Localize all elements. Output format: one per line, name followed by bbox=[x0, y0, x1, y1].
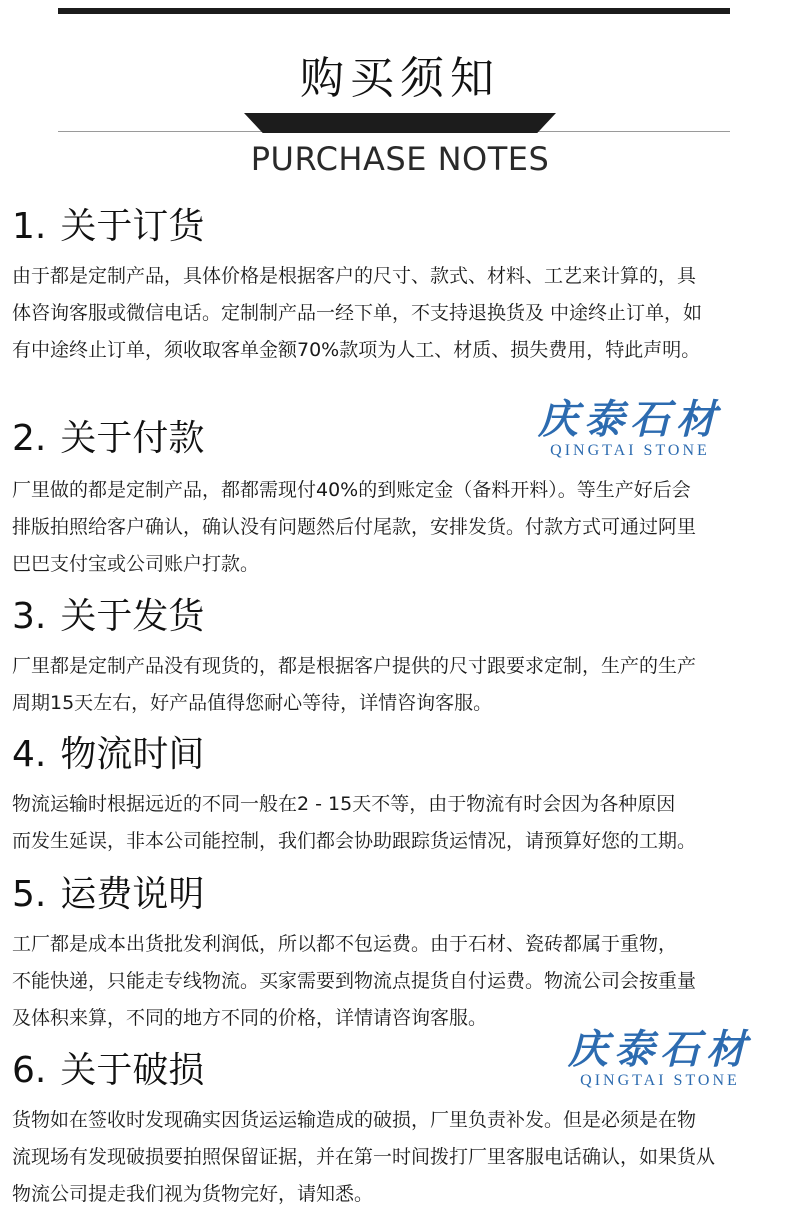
watermark-logo bbox=[530, 1028, 790, 1090]
watermark-chinese: 庆泰石材 bbox=[568, 1026, 752, 1073]
section-title: 关于订货 bbox=[60, 206, 205, 247]
section-heading-payment bbox=[12, 410, 204, 461]
top-decor-bar bbox=[58, 8, 730, 14]
section-number: 5. bbox=[12, 874, 47, 915]
section-number: 3. bbox=[12, 596, 47, 637]
page-title: 购买须知 bbox=[300, 53, 500, 104]
body-line: 货物如在签收时发现确实因货运运输造成的破损，厂里负责补发。但是必须是在物 bbox=[12, 1109, 697, 1131]
section-body-freight bbox=[12, 926, 797, 1037]
section-title: 关于付款 bbox=[60, 418, 205, 459]
section-heading-ordering bbox=[12, 198, 204, 249]
watermark-logo bbox=[500, 398, 760, 460]
section-body-payment bbox=[12, 472, 797, 583]
body-line: 排版拍照给客户确认，确认没有问题然后付尾款，安排发货。付款方式可通过阿里 bbox=[12, 516, 697, 538]
section-heading-shipping bbox=[12, 588, 204, 639]
body-line: 及体积来算，不同的地方不同的价格，详情请咨询客服。 bbox=[12, 1007, 488, 1029]
body-line: 不能快递，只能走专线物流。买家需要到物流点提货自付运费。物流公司会按重量 bbox=[12, 970, 697, 992]
body-line: 由于都是定制产品，具体价格是根据客户的尺寸、款式、材料、工艺来计算的，具 bbox=[12, 265, 697, 287]
title-divider-ornament bbox=[244, 113, 556, 133]
body-line: 工厂都是成本出货批发利润低，所以都不包运费。由于石材、瓷砖都属于重物， bbox=[12, 933, 678, 955]
section-body-ordering bbox=[12, 258, 797, 369]
section-heading-damage bbox=[12, 1042, 204, 1093]
section-body-logistics-time bbox=[12, 786, 797, 860]
section-title: 物流时间 bbox=[60, 734, 205, 775]
section-number: 1. bbox=[12, 206, 47, 247]
body-line: 而发生延误，非本公司能控制，我们都会协助跟踪货运情况，请预算好您的工期。 bbox=[12, 830, 697, 852]
section-number: 6. bbox=[12, 1050, 47, 1091]
section-number: 4. bbox=[12, 734, 47, 775]
section-body-shipping bbox=[12, 648, 797, 722]
section-title: 关于发货 bbox=[60, 596, 205, 637]
body-line: 有中途终止订单，须收取客单金额70%款项为人工、材质、损失费用，特此声明。 bbox=[12, 339, 701, 361]
section-title: 关于破损 bbox=[60, 1050, 205, 1091]
section-body-damage bbox=[12, 1102, 797, 1213]
body-line: 厂里都是定制产品没有现货的，都是根据客户提供的尺寸跟要求定制，生产的生产 bbox=[12, 655, 697, 677]
body-line: 物流公司提走我们视为货物完好，请知悉。 bbox=[12, 1183, 374, 1205]
section-number: 2. bbox=[12, 418, 47, 459]
page-subtitle: PURCHASE NOTES bbox=[250, 140, 550, 178]
body-line: 物流运输时根据远近的不同一般在2 - 15天不等，由于物流有时会因为各种原因 bbox=[12, 793, 676, 815]
body-line: 厂里做的都是定制产品，都都需现付40%的到账定金（备料开料）。等生产好后会 bbox=[12, 479, 691, 501]
watermark-english: QINGTAI STONE bbox=[550, 442, 710, 459]
body-line: 流现场有发现破损要拍照保留证据，并在第一时间拨打厂里客服电话确认，如果货从 bbox=[12, 1146, 716, 1168]
body-line: 巴巴支付宝或公司账户打款。 bbox=[12, 553, 260, 575]
watermark-english: QINGTAI STONE bbox=[580, 1072, 740, 1089]
section-title: 运费说明 bbox=[60, 874, 205, 915]
body-line: 体咨询客服或微信电话。定制制产品一经下单，不支持退换货及 中途终止订单，如 bbox=[12, 302, 703, 324]
section-heading-logistics-time bbox=[12, 726, 204, 777]
section-heading-freight bbox=[12, 866, 204, 917]
watermark-chinese: 庆泰石材 bbox=[538, 396, 722, 443]
body-line: 周期15天左右，好产品值得您耐心等待，详情咨询客服。 bbox=[12, 692, 493, 714]
